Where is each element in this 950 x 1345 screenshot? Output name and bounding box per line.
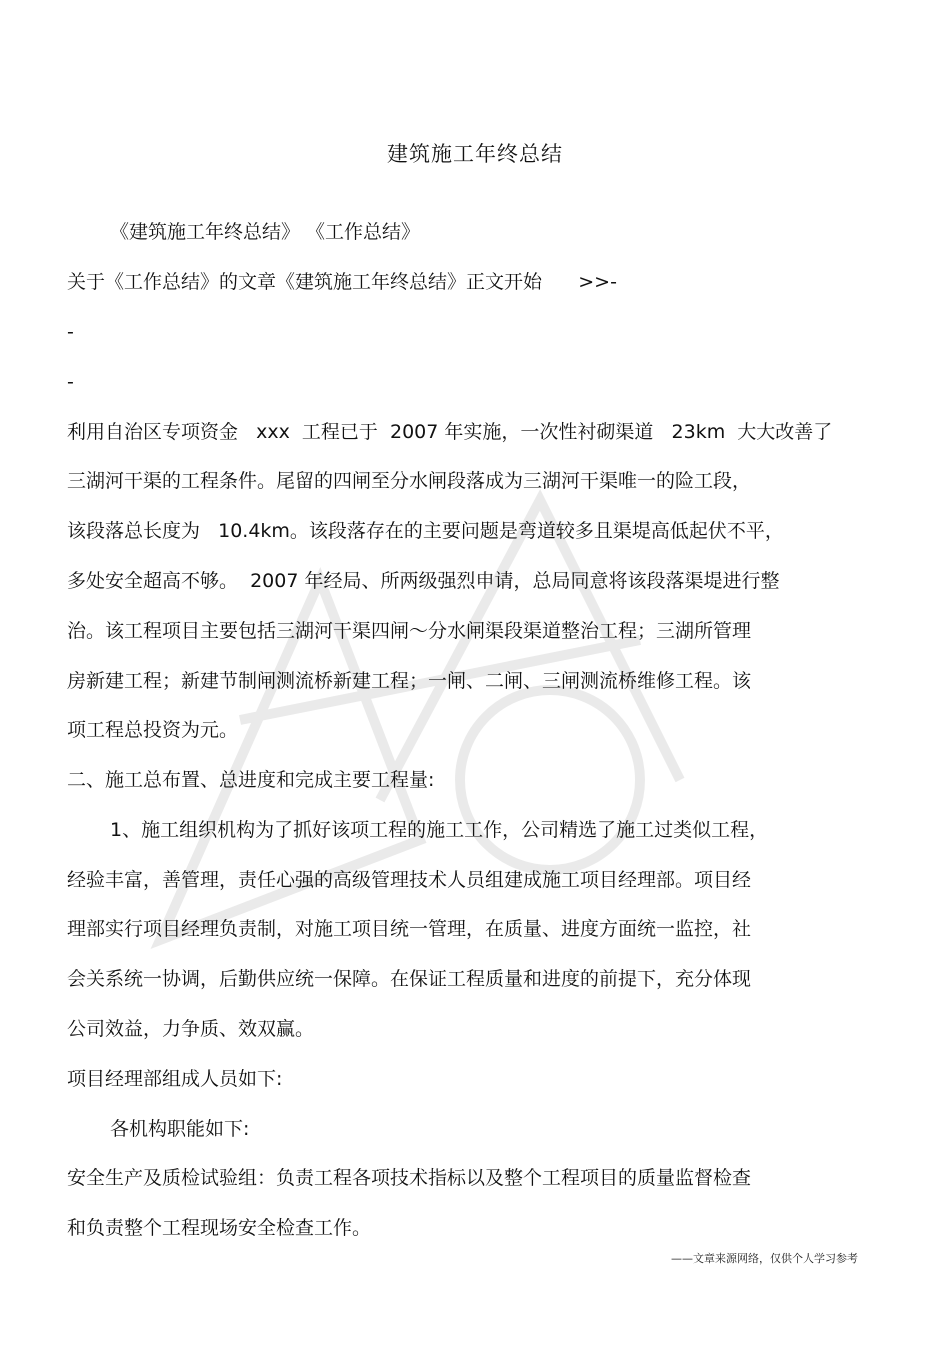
paragraph-line: 三湖河干渠的工程条件。尾留的四闸至分水闸段落成为三湖河干渠唯一的险工段， — [67, 470, 752, 492]
paragraph-line: 理部实行项目经理负责制，对施工项目统一管理，在质量、进度方面统一监控，社 — [67, 918, 752, 940]
tags-line: 《建筑施工年终总结》 《工作总结》 — [110, 221, 421, 243]
paragraph-line: 项工程总投资为元。 — [67, 719, 239, 741]
paragraph-line: 会关系统一协调，后勤供应统一保障。在保证工程质量和进度的前提下，充分体现 — [67, 968, 752, 990]
separator-dash: - — [67, 371, 74, 393]
watermark-logo — [120, 420, 740, 980]
paragraph-line: 公司效益，力争质、效双赢。 — [67, 1018, 315, 1040]
separator-dash: - — [67, 321, 74, 343]
section-heading: 二、施工总布置、总进度和完成主要工程量: — [67, 769, 435, 791]
paragraph-line: 该段落总长度为 10.4km。该段落存在的主要问题是弯道较多且渠堤高低起伏不平， — [67, 520, 784, 542]
paragraph-line: 各机构职能如下: — [110, 1118, 250, 1140]
paragraph-line: 项目经理部组成人员如下: — [67, 1068, 283, 1090]
document-title: 建筑施工年终总结 — [387, 142, 563, 166]
paragraph-line: 多处安全超高不够。 2007 年经局、所两级强烈申请，总局同意将该段落渠堤进行整 — [67, 570, 780, 592]
paragraph-line: 治。该工程项目主要包括三湖河干渠四闸～分水闸渠段渠道整治工程；三湖所管理 — [67, 620, 752, 642]
intro-line: 关于《工作总结》的文章《建筑施工年终总结》正文开始 >>- — [67, 271, 617, 293]
paragraph-line: 1、施工组织机构为了抓好该项工程的施工工作，公司精选了施工过类似工程， — [110, 819, 769, 841]
paragraph-line: 房新建工程；新建节制闸测流桥新建工程；一闸、二闸、三闸测流桥维修工程。该 — [67, 670, 752, 692]
paragraph-line: 安全生产及质检试验组：负责工程各项技术指标以及整个工程项目的质量监督检查 — [67, 1167, 752, 1189]
paragraph-line: 经验丰富，善管理，责任心强的高级管理技术人员组建成施工项目经理部。项目经 — [67, 869, 752, 891]
source-footer: ——文章来源网络，仅供个人学习参考 — [671, 1252, 858, 1265]
paragraph-line: 和负责整个工程现场安全检查工作。 — [67, 1217, 372, 1239]
paragraph-line: 利用自治区专项资金 xxx 工程已于 2007 年实施，一次性衬砌渠道 23km 大大改善了 — [67, 421, 833, 443]
